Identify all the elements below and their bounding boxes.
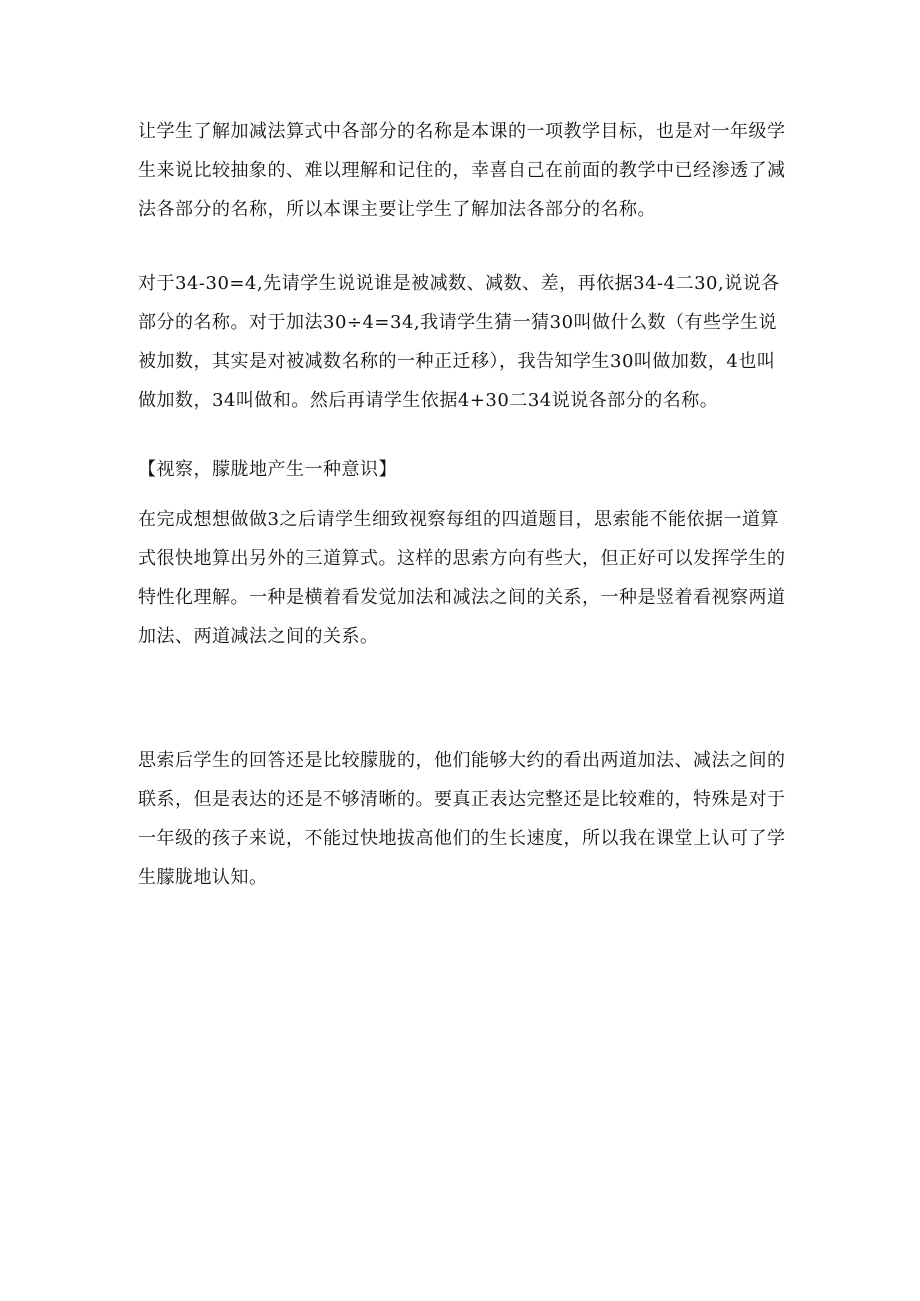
paragraph-subtraction-addition-names: 对于34-30=4,先请学生说说谁是被减数、减数、差，再依据34-4二30,说说各部分的名称。对于加法30÷4=34,我请学生猜一猜30叫做什么数（有些学生说被加数，其实是对被减数名称的一种正迁移），我告知学生30叫做加数，4也叫做加数，34叫做和。然后再请学生依据4+30二34说说各部分的名称。 <box>138 273 780 411</box>
paragraph-observation-exercise: 在完成想想做做3之后请学生细致视察每组的四道题目，思索能不能依据一道算式很快地算出另外的三道算式。这样的思索方向有些大，但正好可以发挥学生的特性化理解。一种是横着看发觉加法和减法之间的关系，一种是竖着看视察两道加法、两道减法之间的关系。 <box>138 509 786 647</box>
paragraph-student-reflection: 思索后学生的回答还是比较朦胧的，他们能够大约的看出两道加法、减法之间的联系，但是表达的还是不够清晰的。要真正表达完整还是比较难的，特殊是对于一年级的孩子来说，不能过快地拔高他们的生长速度，所以我在课堂上认可了学生朦胧地认知。 <box>138 750 786 888</box>
section-heading-observation: 【视察，朦胧地产生一种意识】 <box>138 459 397 480</box>
paragraph-intro: 让学生了解加减法算式中各部分的名称是本课的一项教学目标，也是对一年级学生来说比较抽象的、难以理解和记住的，幸喜自己在前面的教学中已经渗透了减法各部分的名称，所以本课主要让学生了解加法各部分的名称。 <box>138 121 786 220</box>
